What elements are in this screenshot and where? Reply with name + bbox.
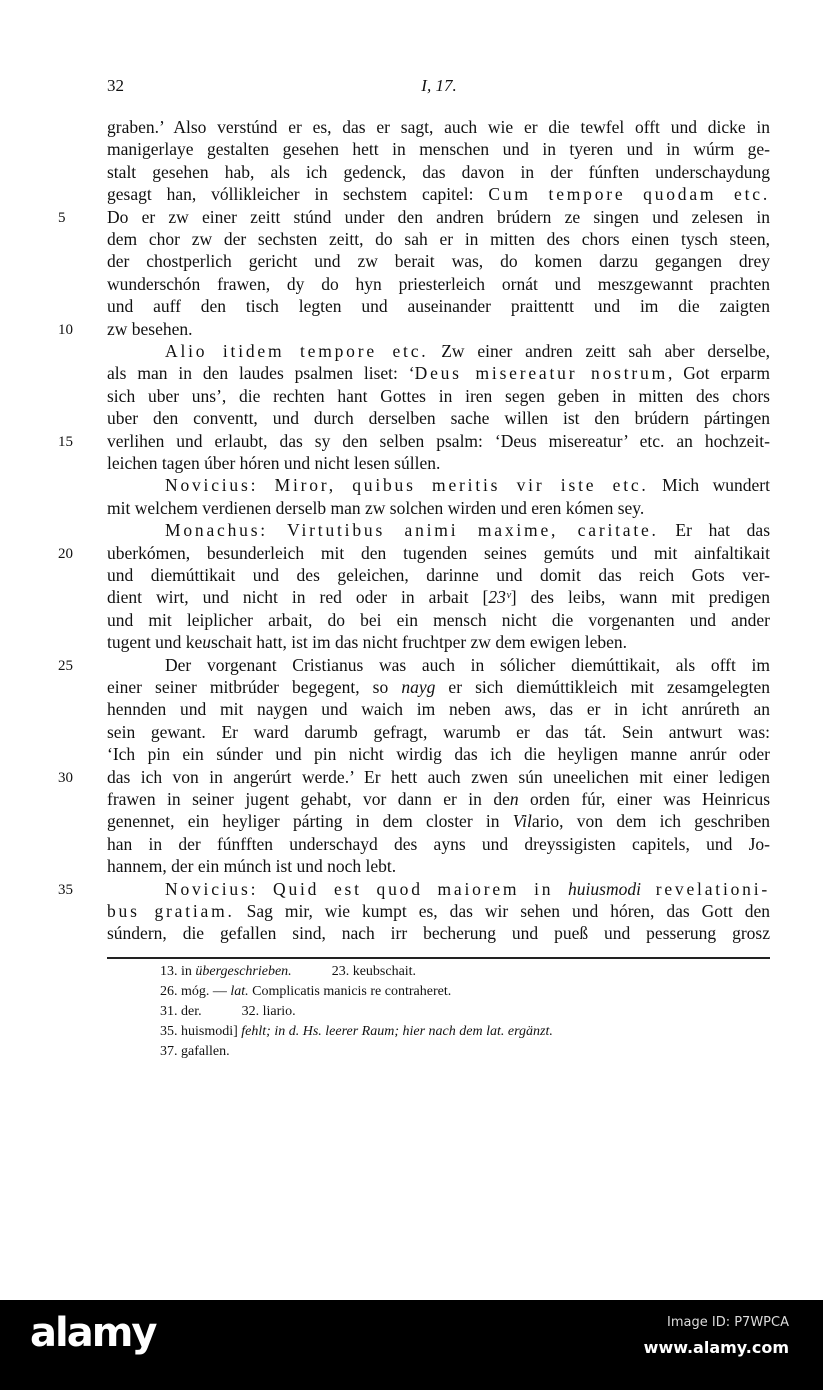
text-segment: mit welchem verdienen derselb man zw solchen wirden und eren kómen sey. [107,497,645,518]
text-segment: frawen in seiner jugent gehabt, vor dann er in de [107,789,510,809]
image-id: Image ID: P7WPCA [667,1315,789,1330]
text-line [107,564,770,586]
italic-text: Vil [512,811,532,832]
text-segment: 35. huismodi] [160,1024,242,1039]
text-segment: einer seiner mitbrúder begegent, so [107,677,402,697]
line-number: 15 [58,433,73,450]
text-line [107,766,770,788]
text-line [107,586,770,608]
text-line [107,116,770,138]
text-segment: stalt gesehen hab, als ich gedenck, das davon in der fúnften underschaydung [107,161,770,182]
text-segment: genennet, ein heyliger párting in dem closter in [107,811,513,832]
text-segment: hannem, der ein múnch ist und noch lebt. [107,856,397,877]
text-line [107,609,770,631]
text-segment: uber den conventt, und durch derselben sache willen ist den brúdern pártingen [107,408,770,429]
text-segment: Do er zw einer zeitt stúnd under den andren brúdern ze singen und zelesen in [107,206,770,227]
text-segment: han in der fúnfften underschayd des ayns und dreyssigisten capitels, und Jo- [107,833,770,854]
text-segment: ario, von dem ich geschriben [531,811,770,832]
text-line [107,362,770,384]
text-segment: Complicatis manicis re contraheret. [248,984,452,999]
line-number: 5 [58,209,66,226]
text-line [107,922,770,944]
text-line [107,631,770,653]
footnote [160,1023,553,1041]
running-head: I, 17. [421,76,457,95]
text-segment: verlihen und erlaubt, das sy den selben psalm: ‘Deus misereatur’ etc. an hochzeit- [107,430,770,451]
text-line [107,385,770,407]
text-segment: tugent und ke [107,632,203,653]
spaced-latin-text: revelationi- [640,878,770,899]
text-line [107,161,770,183]
text-segment: dient wirt, und nicht in red oder in arbait [ [107,587,489,608]
text-segment: graben.’ Also verstúnd er es, das er sagt, auch wie er die tewfel offt und dicke in [107,117,770,137]
spaced-latin-text: Monachus: Virtutibus animi maxime, caritate. [165,520,659,541]
text-segment: uberkómen, besunderleich mit den tugenden seines gemúts und mit ainfaltikait [107,542,770,563]
italic-text: n [509,789,519,809]
line-number: 25 [58,657,73,674]
italic-text: 23ᵛ [488,587,511,608]
text-line [107,519,770,541]
text-segment: und diemúttikait und des geleichen, darinne und domit das reich Gots ver- [107,565,770,585]
text-segment: Der vorgenant Cristianus was auch in sólicher diemúttikait, als offt im [165,654,770,675]
italic-text: nayg [401,677,436,697]
text-segment: ] des leibs, wann mit predigen [510,587,770,608]
text-segment: leichen tagen úber hóren und nicht lesen súllen. [107,453,441,473]
text-line [107,250,770,272]
text-segment: dem chor zw der sechsten zeitt, do sah er in mitten des chors einen tysch steen, [107,229,770,249]
spaced-latin-text: Deus misereatur nostrum [414,363,669,384]
text-segment: sich uber uns’, die rechten hant Gottes in iren segen geben in mitten des chors [107,385,770,406]
text-line [107,900,770,922]
text-segment: der chostperlich gericht und zw berait was, do komen darzu gegangen drey [107,251,770,272]
footnote [160,983,451,1001]
text-line [107,855,770,877]
watermark-url: www.alamy.com [643,1338,789,1357]
line-number: 20 [58,545,73,562]
italic-text: fehlt; in d. Hs. leerer Raum; hier nach dem lat. ergänzt. [241,1024,553,1039]
text-segment: 31. der. [160,1004,202,1019]
footnote [160,963,416,981]
text-line [107,407,770,429]
footnote [160,1003,296,1021]
footnote-rule [107,957,770,959]
italic-text: lat. [230,984,249,999]
italic-text: u [202,632,212,653]
watermark-bar [0,1300,823,1390]
text-segment: Er hat das [658,520,771,541]
text-line [107,542,770,564]
text-line [107,788,770,810]
spaced-latin-text: Novicius: Miror, quibus meritis vir iste etc. [165,475,649,496]
spaced-latin-text: Alio itidem tempore etc. [165,341,429,361]
spaced-latin-text: bus gratiam. [107,901,235,921]
text-segment: 26. móg. — [160,984,231,999]
text-line [107,676,770,698]
line-number: 30 [58,769,73,786]
text-line [107,654,770,676]
text-segment: manigerlaye gestalten gesehen hett in menschen und in tyeren und in wúrm ge- [107,139,770,160]
text-segment: schait hatt, ist im das nicht fruchtper zw dem ewigen leben. [211,632,627,653]
text-line [107,138,770,160]
text-line [107,474,770,496]
text-segment: und auff den tisch legten und auseinander praittentt und im die zaigten [107,296,770,317]
text-segment: er sich diemúttikleich mit zesamgelegten [435,677,770,697]
italic-text: huiusmodi [568,878,641,899]
text-segment: und mit leiplicher arbait, do bei ein mensch nicht die vorgenanten und ander [107,609,770,630]
text-segment: ‘Ich pin ein súnder und pin nicht wirdig das ich die heyligen manne anrúr oder [107,744,770,765]
text-line [107,183,770,205]
text-segment: súndern, die gefallen sind, nach irr becherung und pueß und pesserung grosz [107,923,770,944]
footnote [160,1043,230,1061]
text-line [107,878,770,900]
text-line [107,295,770,317]
text-line [107,833,770,855]
text-segment: 23. keubschait. [331,964,417,979]
text-segment: als man in den laudes psalmen liset: ‘ [107,363,415,384]
text-line [107,430,770,452]
alamy-logo: alamy [30,1310,156,1356]
text-line [107,452,770,474]
text-line [107,340,770,362]
text-segment: hennden und mit naygen und waich im neben aws, das er in icht anrúreth an [107,699,770,720]
text-segment: 13. in [160,964,196,979]
text-segment: Mich wundert [648,475,770,496]
text-segment: 37. gafallen. [160,1044,230,1059]
text-segment: gesagt han, vóllikleicher in sechstem capitel: [107,184,489,205]
spaced-latin-text: Novicius: Quid est quod maiorem in [165,878,569,899]
text-segment: zw besehen. [107,318,193,339]
text-line [107,273,770,295]
text-segment: Sag mir, wie kumpt es, das wir sehen und hóren, das Gott den [234,901,770,921]
text-segment: , Got erparm [668,363,770,384]
line-number: 35 [58,881,73,898]
text-line [107,743,770,765]
line-number: 10 [58,321,73,338]
text-segment: das ich von in angerúrt werde.’ Er hett auch zwen sún uneelichen mit einer ledigen [107,766,770,787]
spaced-latin-text: Cum tempore quodam etc. [488,184,770,205]
text-line [107,318,770,340]
text-segment: Zw einer andren zeitt sah aber derselbe, [428,341,770,361]
text-segment: sein gewant. Er ward darumb gefragt, warumb er das tát. Sein antwurt was: [107,721,770,742]
page-number: 32 [107,76,124,95]
italic-text: übergeschrieben. [195,964,292,979]
text-segment: 32. liario. [241,1004,296,1019]
text-line [107,228,770,250]
text-segment: orden fúr, einer was Heinricus [518,789,771,809]
text-line [107,497,770,519]
text-line [107,698,770,720]
text-line [107,810,770,832]
text-line [107,721,770,743]
text-line [107,206,770,228]
text-segment: wunderschón frawen, dy do hyn priesterleich ornát und meszgewannt prachten [107,273,770,294]
